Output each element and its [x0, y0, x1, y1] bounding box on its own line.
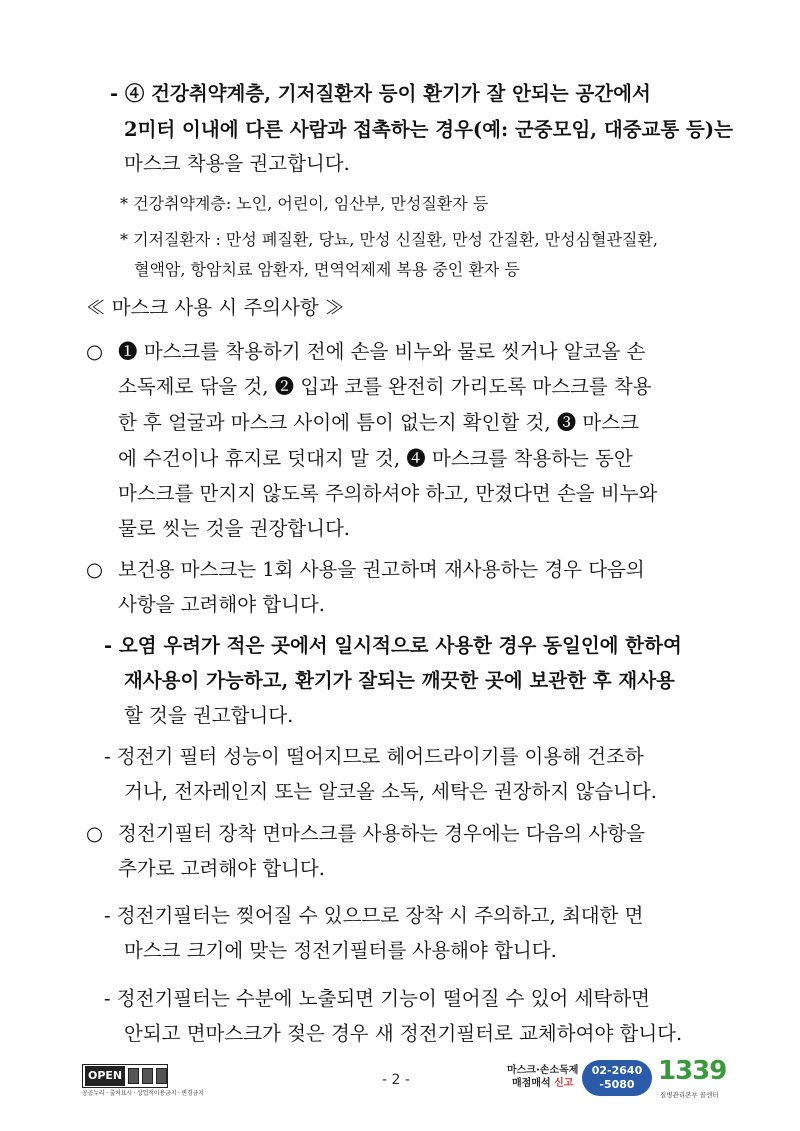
paragraph-line: 보건용 마스크는 1회 사용을 권고하며 재사용하는 경우 다음의: [118, 558, 645, 581]
paragraph-line: - 정전기 필터 성능이 떨어지므로 헤어드라이기를 이용해 건조하: [104, 745, 644, 768]
paragraph-line: 재사용이 가능하고, 환기가 잘되는 깨끗한 곳에 보관한 후 재사용: [124, 669, 675, 692]
paragraph-line: 마스크 착용을 권고합니다.: [124, 152, 350, 175]
circle-bullet-icon: ○: [86, 558, 104, 581]
paragraph-line: - 정전기필터는 찢어질 수 있으므로 장착 시 주의하고, 최대한 면: [104, 904, 644, 927]
paragraph-line: ❶ 마스크를 착용하기 전에 손을 비누와 물로 씻거나 알코올 손: [118, 340, 646, 363]
open-license-logo: [82, 1064, 168, 1088]
paragraph-line: 2미터 이내에 다른 사람과 접촉하는 경우(예: 군중모임, 대중교통 등)는: [124, 118, 733, 141]
license-noderivative-icon: [156, 1068, 167, 1084]
phone-line-2: -5080: [599, 1078, 635, 1091]
report-line-1: 마스크·손소독제: [507, 1065, 579, 1076]
footnote-line: 혈액암, 항암치료 암환자, 면역억제제 복용 중인 환자 등: [134, 260, 520, 279]
page-footer: [0, 1046, 800, 1106]
paragraph-line: 안되고 면마스크가 젖은 경우 새 정전기필터로 교체하여야 합니다.: [124, 1022, 683, 1045]
paragraph-line: 사항을 고려해야 합니다.: [118, 593, 325, 616]
paragraph-line: 소독제로 닦을 것, ❷ 입과 코를 완전히 가리도록 마스크를 착용: [118, 375, 652, 398]
report-line-2-text: 매점매석: [511, 1078, 555, 1089]
footnote-line: * 건강취약계층: 노인, 어린이, 임산부, 만성질환자 등: [120, 194, 489, 213]
report-line-2-highlight: 신고: [554, 1078, 574, 1089]
paragraph-line: 물로 씻는 것을 권장합니다.: [118, 517, 351, 540]
paragraph-line: - ④ 건강취약계층, 기저질환자 등이 환기가 잘 안되는 공간에서: [110, 82, 651, 105]
hotline-logo: 1339: [658, 1056, 727, 1086]
paragraph-line: 정전기필터 장착 면마스크를 사용하는 경우에는 다음의 사항을: [118, 822, 645, 845]
paragraph-line: 에 수건이나 휴지로 덧대지 말 것, ❹ 마스크를 착용하는 동안: [118, 447, 633, 470]
report-phone-badge: [582, 1060, 652, 1096]
report-line-2: [507, 1077, 578, 1090]
paragraph-line: - 정전기필터는 수분에 노출되면 기능이 떨어질 수 있어 세탁하면: [104, 987, 650, 1010]
footnote-line: * 기저질환자 : 만성 폐질환, 당뇨, 만성 신질환, 만성 간질환, 만성심혈관질환,: [120, 230, 658, 249]
paragraph-line: 한 후 얼굴과 마스크 사이에 틈이 없는지 확인할 것, ❸ 마스크: [118, 411, 639, 434]
section-heading: ≪ 마스크 사용 시 주의사항 ≫: [86, 296, 345, 319]
page-number: - 2 -: [382, 1072, 410, 1088]
open-label: OPEN: [85, 1066, 125, 1086]
circle-bullet-icon: ○: [86, 822, 104, 845]
paragraph-line: 마스크를 만지지 않도록 주의하셔야 하고, 만졌다면 손을 비누와: [118, 482, 658, 505]
paragraph-line: 거나, 전자레인지 또는 알코올 소독, 세탁은 권장하지 않습니다.: [124, 780, 657, 803]
paragraph-line: 추가로 고려해야 합니다.: [118, 857, 325, 880]
report-campaign-text: [507, 1064, 578, 1090]
paragraph-line: - 오염 우려가 적은 곳에서 일시적으로 사용한 경우 동일인에 한하여: [104, 634, 682, 657]
paragraph-line: 마스크 크기에 맞는 정전기필터를 사용해야 합니다.: [124, 939, 557, 962]
circle-bullet-icon: ○: [86, 340, 104, 363]
license-noncommercial-icon: [142, 1068, 153, 1084]
open-license-caption: 공공누리 · 출처표시 · 상업적이용금지 · 변경금지: [82, 1090, 204, 1097]
phone-line-1: 02-2640: [591, 1064, 643, 1077]
hotline-caption: 질병관리본부 콜센터: [660, 1091, 719, 1099]
license-attribution-icon: [128, 1068, 139, 1084]
paragraph-line: 할 것을 권고합니다.: [124, 704, 294, 727]
